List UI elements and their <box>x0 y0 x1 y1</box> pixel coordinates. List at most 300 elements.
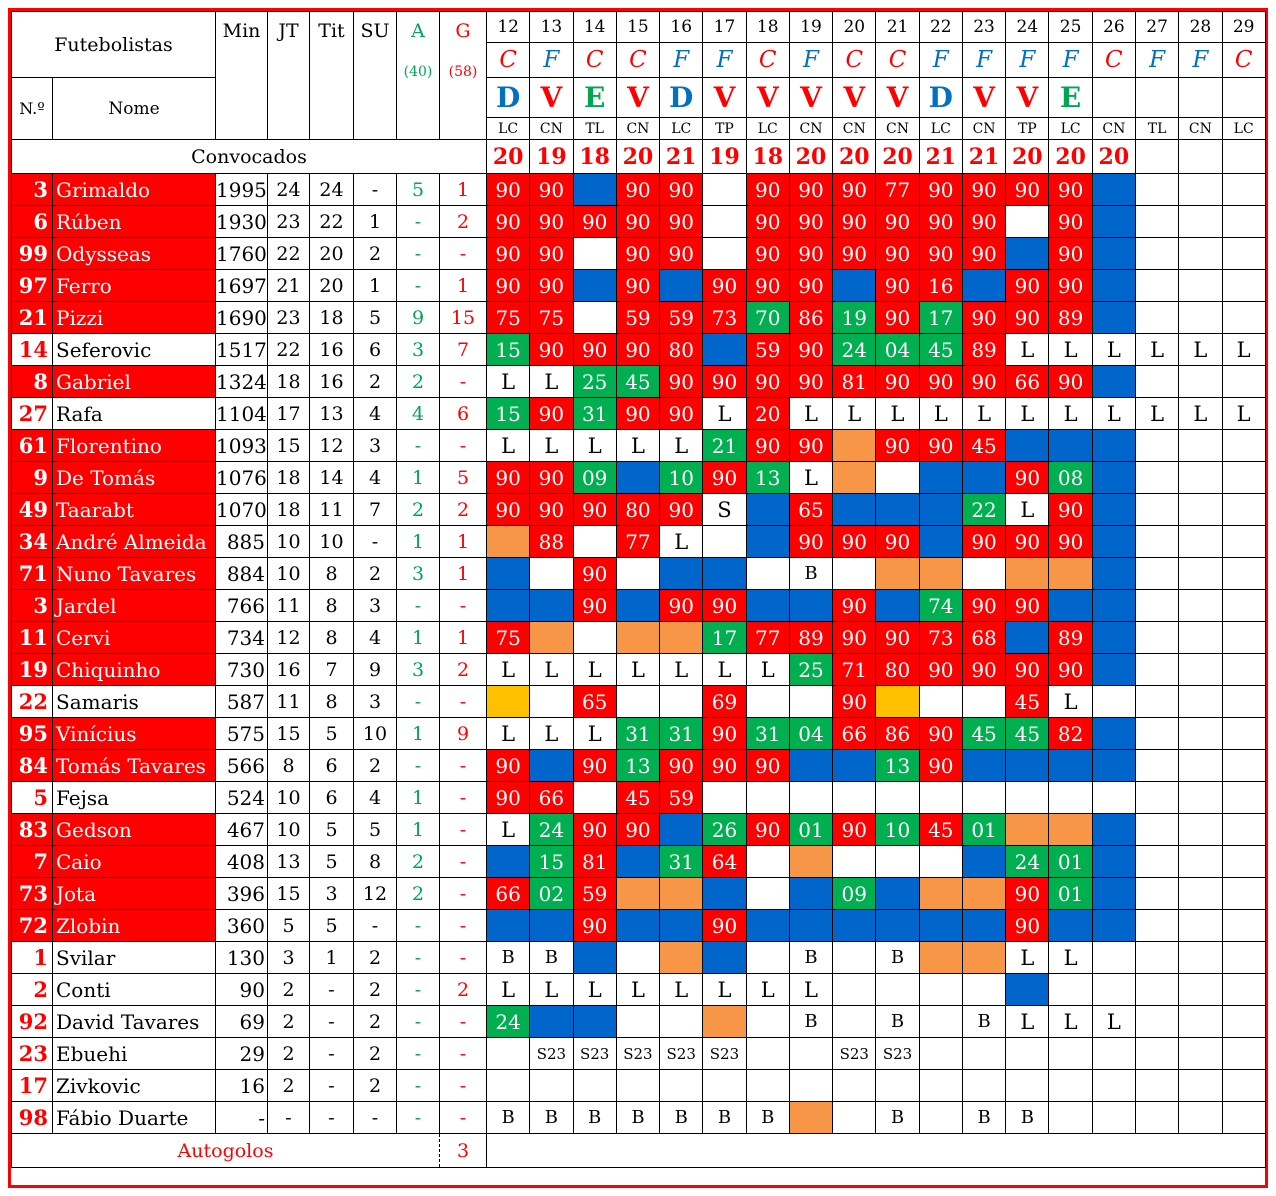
player-row <box>12 782 1266 814</box>
game-cell: B <box>573 1102 616 1134</box>
player-minutes: 575 <box>216 718 268 750</box>
game-cell: 89 <box>789 622 832 654</box>
game-cell: 69 <box>703 686 746 718</box>
player-goals: 1 <box>440 558 487 590</box>
player-games: 8 <box>268 750 310 782</box>
game-cell <box>1092 590 1135 622</box>
game-cell: 90 <box>746 750 789 782</box>
player-name: Seferovic <box>53 334 216 366</box>
player-subs: - <box>354 526 397 558</box>
game-result: D <box>487 78 530 118</box>
game-cell: B <box>876 942 919 974</box>
game-cell <box>1179 206 1222 238</box>
game-cell: L <box>1092 1006 1135 1038</box>
game-venue: F <box>1179 43 1222 78</box>
player-assists: 4 <box>397 398 440 430</box>
game-cell: 15 <box>487 398 530 430</box>
game-cell <box>1179 590 1222 622</box>
game-cell: 89 <box>1049 302 1092 334</box>
game-cell: 90 <box>660 590 703 622</box>
game-cell <box>1135 750 1178 782</box>
game-cell <box>1222 750 1265 782</box>
game-cell <box>1006 974 1049 1006</box>
game-cell <box>573 270 616 302</box>
game-cell: 71 <box>833 654 876 686</box>
game-cell <box>487 846 530 878</box>
game-cell <box>1049 974 1092 1006</box>
game-cell <box>833 1070 876 1102</box>
game-cell <box>1135 206 1178 238</box>
player-subs: 2 <box>354 1070 397 1102</box>
autogolos-empty <box>487 1134 1266 1168</box>
game-cell: 90 <box>746 206 789 238</box>
game-cell <box>1179 718 1222 750</box>
player-games: 24 <box>268 174 310 206</box>
game-cell: 90 <box>1049 526 1092 558</box>
player-games: 17 <box>268 398 310 430</box>
game-venue: F <box>1135 43 1178 78</box>
game-cell: L <box>530 974 573 1006</box>
game-cell <box>1049 750 1092 782</box>
game-cell <box>573 174 616 206</box>
player-row <box>12 558 1266 590</box>
game-number: 17 <box>703 12 746 43</box>
game-cell: 77 <box>616 526 659 558</box>
game-cell: B <box>876 1006 919 1038</box>
player-subs: 4 <box>354 398 397 430</box>
game-cell: 80 <box>876 654 919 686</box>
game-venue: C <box>573 43 616 78</box>
player-assists: - <box>397 910 440 942</box>
player-goals: - <box>440 878 487 910</box>
game-cell: L <box>660 526 703 558</box>
game-venue: C <box>616 43 659 78</box>
player-games: 15 <box>268 718 310 750</box>
game-cell <box>703 1070 746 1102</box>
player-minutes: 734 <box>216 622 268 654</box>
game-cell: L <box>616 430 659 462</box>
game-cell: L <box>703 398 746 430</box>
header-row-result <box>12 78 1266 118</box>
player-minutes: - <box>216 1102 268 1134</box>
game-cell: 90 <box>703 750 746 782</box>
game-cell <box>1222 974 1265 1006</box>
game-cell: 90 <box>530 206 573 238</box>
game-cell: 90 <box>789 430 832 462</box>
player-number: 97 <box>12 270 53 302</box>
game-venue: F <box>919 43 962 78</box>
game-cell <box>1179 782 1222 814</box>
game-cell <box>833 430 876 462</box>
player-name: Zivkovic <box>53 1070 216 1102</box>
game-cell: 90 <box>1049 366 1092 398</box>
player-number: 27 <box>12 398 53 430</box>
game-cell: 90 <box>919 654 962 686</box>
game-cell <box>616 910 659 942</box>
player-subs: 10 <box>354 718 397 750</box>
game-convocados <box>1222 140 1265 174</box>
player-number: 71 <box>12 558 53 590</box>
player-name: Svilar <box>53 942 216 974</box>
game-cell <box>962 558 1005 590</box>
game-cell <box>616 622 659 654</box>
game-number: 27 <box>1135 12 1178 43</box>
player-minutes: 1930 <box>216 206 268 238</box>
game-cell: 90 <box>833 206 876 238</box>
game-cell: L <box>530 654 573 686</box>
player-goals: 1 <box>440 526 487 558</box>
player-games: 13 <box>268 846 310 878</box>
game-cell: B <box>616 1102 659 1134</box>
game-number: 25 <box>1049 12 1092 43</box>
game-cell <box>1092 814 1135 846</box>
game-cell <box>616 942 659 974</box>
game-cell: L <box>1049 1006 1092 1038</box>
player-goals: - <box>440 846 487 878</box>
player-starts: - <box>310 1070 354 1102</box>
player-assists: - <box>397 1006 440 1038</box>
player-number: 95 <box>12 718 53 750</box>
player-number: 98 <box>12 1102 53 1134</box>
player-minutes: 130 <box>216 942 268 974</box>
player-number: 8 <box>12 366 53 398</box>
game-cell <box>573 526 616 558</box>
game-number: 22 <box>919 12 962 43</box>
game-competition: LC <box>1222 118 1265 140</box>
game-cell <box>789 750 832 782</box>
game-cell <box>1222 206 1265 238</box>
game-cell: 90 <box>962 590 1005 622</box>
game-cell: 90 <box>833 622 876 654</box>
convocados-row <box>12 140 1266 174</box>
player-subs: 2 <box>354 942 397 974</box>
game-cell: S23 <box>660 1038 703 1070</box>
player-row <box>12 462 1266 494</box>
player-starts: 13 <box>310 398 354 430</box>
game-cell: B <box>530 1102 573 1134</box>
game-cell <box>660 686 703 718</box>
game-cell: 25 <box>789 654 832 686</box>
game-cell: 90 <box>833 590 876 622</box>
game-cell: 90 <box>616 398 659 430</box>
game-cell: 31 <box>573 398 616 430</box>
game-cell: L <box>833 398 876 430</box>
player-starts: 20 <box>310 270 354 302</box>
player-row <box>12 718 1266 750</box>
game-cell <box>789 686 832 718</box>
game-cell <box>962 878 1005 910</box>
player-subs: 2 <box>354 238 397 270</box>
player-subs: 3 <box>354 430 397 462</box>
game-cell: L <box>487 718 530 750</box>
player-assists: - <box>397 1070 440 1102</box>
game-cell: L <box>573 654 616 686</box>
game-cell <box>1049 558 1092 590</box>
game-cell: L <box>789 398 832 430</box>
game-cell <box>660 878 703 910</box>
game-cell: 20 <box>746 398 789 430</box>
player-subs: 1 <box>354 206 397 238</box>
player-assists: 2 <box>397 494 440 526</box>
game-cell: L <box>573 974 616 1006</box>
game-cell: L <box>746 654 789 686</box>
player-goals: 2 <box>440 494 487 526</box>
game-cell: S <box>703 494 746 526</box>
player-subs: 2 <box>354 750 397 782</box>
game-cell <box>1006 558 1049 590</box>
game-cell <box>1222 590 1265 622</box>
game-cell <box>1092 366 1135 398</box>
game-cell: 90 <box>487 238 530 270</box>
game-cell <box>573 782 616 814</box>
player-starts: 5 <box>310 718 354 750</box>
game-cell <box>876 846 919 878</box>
player-starts: 5 <box>310 814 354 846</box>
player-assists: 9 <box>397 302 440 334</box>
game-cell: 90 <box>703 718 746 750</box>
player-minutes: 69 <box>216 1006 268 1038</box>
game-cell: 90 <box>530 494 573 526</box>
game-cell <box>746 1038 789 1070</box>
game-cell: 89 <box>1049 622 1092 654</box>
game-cell <box>530 750 573 782</box>
game-cell <box>1135 942 1178 974</box>
game-cell: B <box>703 1102 746 1134</box>
player-number: 17 <box>12 1070 53 1102</box>
game-competition: CN <box>1179 118 1222 140</box>
player-starts: 6 <box>310 750 354 782</box>
player-assists: 3 <box>397 654 440 686</box>
game-cell <box>573 1006 616 1038</box>
player-goals: 1 <box>440 270 487 302</box>
game-cell: 90 <box>833 686 876 718</box>
game-cell: 90 <box>573 814 616 846</box>
game-cell <box>789 590 832 622</box>
player-starts: 16 <box>310 366 354 398</box>
stats-sheet <box>8 8 1268 1188</box>
player-number: 23 <box>12 1038 53 1070</box>
game-cell: 65 <box>789 494 832 526</box>
game-cell: 90 <box>833 174 876 206</box>
game-cell: 73 <box>919 622 962 654</box>
player-row <box>12 878 1266 910</box>
player-assists: 1 <box>397 526 440 558</box>
autogolos-value: 3 <box>440 1134 487 1168</box>
game-number: 28 <box>1179 12 1222 43</box>
game-cell <box>703 878 746 910</box>
game-result: V <box>703 78 746 118</box>
player-assists: 1 <box>397 718 440 750</box>
game-cell: 90 <box>703 590 746 622</box>
game-cell: B <box>962 1102 1005 1134</box>
game-cell: 90 <box>660 206 703 238</box>
game-cell <box>616 590 659 622</box>
game-cell: 82 <box>1049 718 1092 750</box>
game-cell <box>876 686 919 718</box>
game-cell <box>1049 590 1092 622</box>
game-cell: L <box>1179 334 1222 366</box>
player-goals: - <box>440 750 487 782</box>
player-assists: 3 <box>397 334 440 366</box>
game-result: V <box>530 78 573 118</box>
player-name: De Tomás <box>53 462 216 494</box>
game-cell <box>833 942 876 974</box>
player-name: André Almeida <box>53 526 216 558</box>
game-convocados <box>1179 140 1222 174</box>
player-starts: 11 <box>310 494 354 526</box>
player-row <box>12 1102 1266 1134</box>
player-starts: 18 <box>310 302 354 334</box>
player-row <box>12 430 1266 462</box>
game-cell <box>746 1070 789 1102</box>
game-cell: 15 <box>530 846 573 878</box>
game-cell <box>1222 1006 1265 1038</box>
player-minutes: 360 <box>216 910 268 942</box>
player-row <box>12 622 1266 654</box>
player-name: Florentino <box>53 430 216 462</box>
game-cell <box>789 846 832 878</box>
game-cell <box>1135 974 1178 1006</box>
player-starts: 5 <box>310 910 354 942</box>
player-subs: 2 <box>354 558 397 590</box>
game-venue: F <box>1006 43 1049 78</box>
player-subs: 1 <box>354 270 397 302</box>
game-cell <box>530 910 573 942</box>
player-row <box>12 942 1266 974</box>
game-convocados: 20 <box>487 140 530 174</box>
game-cell <box>1092 174 1135 206</box>
game-cell: 90 <box>789 366 832 398</box>
player-minutes: 885 <box>216 526 268 558</box>
player-minutes: 1093 <box>216 430 268 462</box>
assists-header <box>397 12 440 140</box>
game-cell <box>1222 718 1265 750</box>
game-cell: L <box>660 654 703 686</box>
game-competition: TP <box>703 118 746 140</box>
game-cell: 90 <box>876 622 919 654</box>
game-cell: 90 <box>876 206 919 238</box>
game-cell: 24 <box>530 814 573 846</box>
game-cell: 66 <box>487 878 530 910</box>
game-cell: 90 <box>530 398 573 430</box>
game-competition: LC <box>919 118 962 140</box>
player-goals: 1 <box>440 174 487 206</box>
game-cell: 90 <box>1006 878 1049 910</box>
game-cell: 90 <box>746 174 789 206</box>
player-starts: - <box>310 1006 354 1038</box>
game-cell: 21 <box>703 430 746 462</box>
player-name: Gabriel <box>53 366 216 398</box>
player-minutes: 1324 <box>216 366 268 398</box>
game-cell <box>1092 206 1135 238</box>
player-starts: 6 <box>310 782 354 814</box>
player-number: 2 <box>12 974 53 1006</box>
game-cell: B <box>876 1102 919 1134</box>
player-assists: 1 <box>397 462 440 494</box>
game-cell: 90 <box>660 494 703 526</box>
no-header: N.º <box>12 78 53 140</box>
game-cell <box>919 974 962 1006</box>
game-cell <box>616 846 659 878</box>
game-competition: CN <box>530 118 573 140</box>
player-number: 49 <box>12 494 53 526</box>
game-cell: 90 <box>962 302 1005 334</box>
player-name: Cervi <box>53 622 216 654</box>
player-goals: 9 <box>440 718 487 750</box>
player-starts: 22 <box>310 206 354 238</box>
game-cell: 24 <box>487 1006 530 1038</box>
game-cell <box>1179 526 1222 558</box>
game-cell <box>919 494 962 526</box>
game-cell <box>1049 1070 1092 1102</box>
game-cell <box>660 910 703 942</box>
player-name: Grimaldo <box>53 174 216 206</box>
player-subs: 9 <box>354 654 397 686</box>
su-header: SU <box>354 12 397 140</box>
game-cell <box>1135 494 1178 526</box>
game-cell: 90 <box>660 238 703 270</box>
game-cell: 75 <box>530 302 573 334</box>
game-cell <box>919 782 962 814</box>
player-starts: 24 <box>310 174 354 206</box>
game-cell <box>1135 366 1178 398</box>
game-cell <box>1179 846 1222 878</box>
game-cell: 90 <box>833 238 876 270</box>
player-starts: 1 <box>310 942 354 974</box>
game-cell: 89 <box>962 334 1005 366</box>
game-cell <box>660 270 703 302</box>
game-cell: 10 <box>660 462 703 494</box>
game-cell: L <box>1006 494 1049 526</box>
game-cell <box>962 974 1005 1006</box>
game-cell: L <box>1222 398 1265 430</box>
game-cell <box>616 1070 659 1102</box>
game-cell <box>530 1006 573 1038</box>
game-cell <box>1092 782 1135 814</box>
player-number: 22 <box>12 686 53 718</box>
game-cell: 75 <box>487 622 530 654</box>
game-cell <box>573 238 616 270</box>
game-cell: L <box>530 430 573 462</box>
game-convocados: 20 <box>616 140 659 174</box>
game-cell: L <box>1049 398 1092 430</box>
game-cell: 90 <box>487 270 530 302</box>
player-row <box>12 398 1266 430</box>
game-cell: 90 <box>703 462 746 494</box>
game-cell <box>1222 1038 1265 1070</box>
player-goals: 2 <box>440 974 487 1006</box>
player-games: 10 <box>268 814 310 846</box>
player-assists: - <box>397 942 440 974</box>
game-cell <box>1179 942 1222 974</box>
game-cell: 01 <box>1049 878 1092 910</box>
game-cell <box>1135 846 1178 878</box>
game-venue: F <box>660 43 703 78</box>
game-cell: 90 <box>1006 174 1049 206</box>
game-cell: L <box>487 974 530 1006</box>
player-games: 3 <box>268 942 310 974</box>
game-cell: 90 <box>746 366 789 398</box>
player-starts: 12 <box>310 430 354 462</box>
game-cell: 90 <box>616 206 659 238</box>
player-number: 73 <box>12 878 53 910</box>
game-cell: 59 <box>616 302 659 334</box>
game-competition: LC <box>487 118 530 140</box>
convocados-label: Convocados <box>12 140 487 174</box>
game-cell: 81 <box>573 846 616 878</box>
player-number: 11 <box>12 622 53 654</box>
game-cell <box>1135 1070 1178 1102</box>
